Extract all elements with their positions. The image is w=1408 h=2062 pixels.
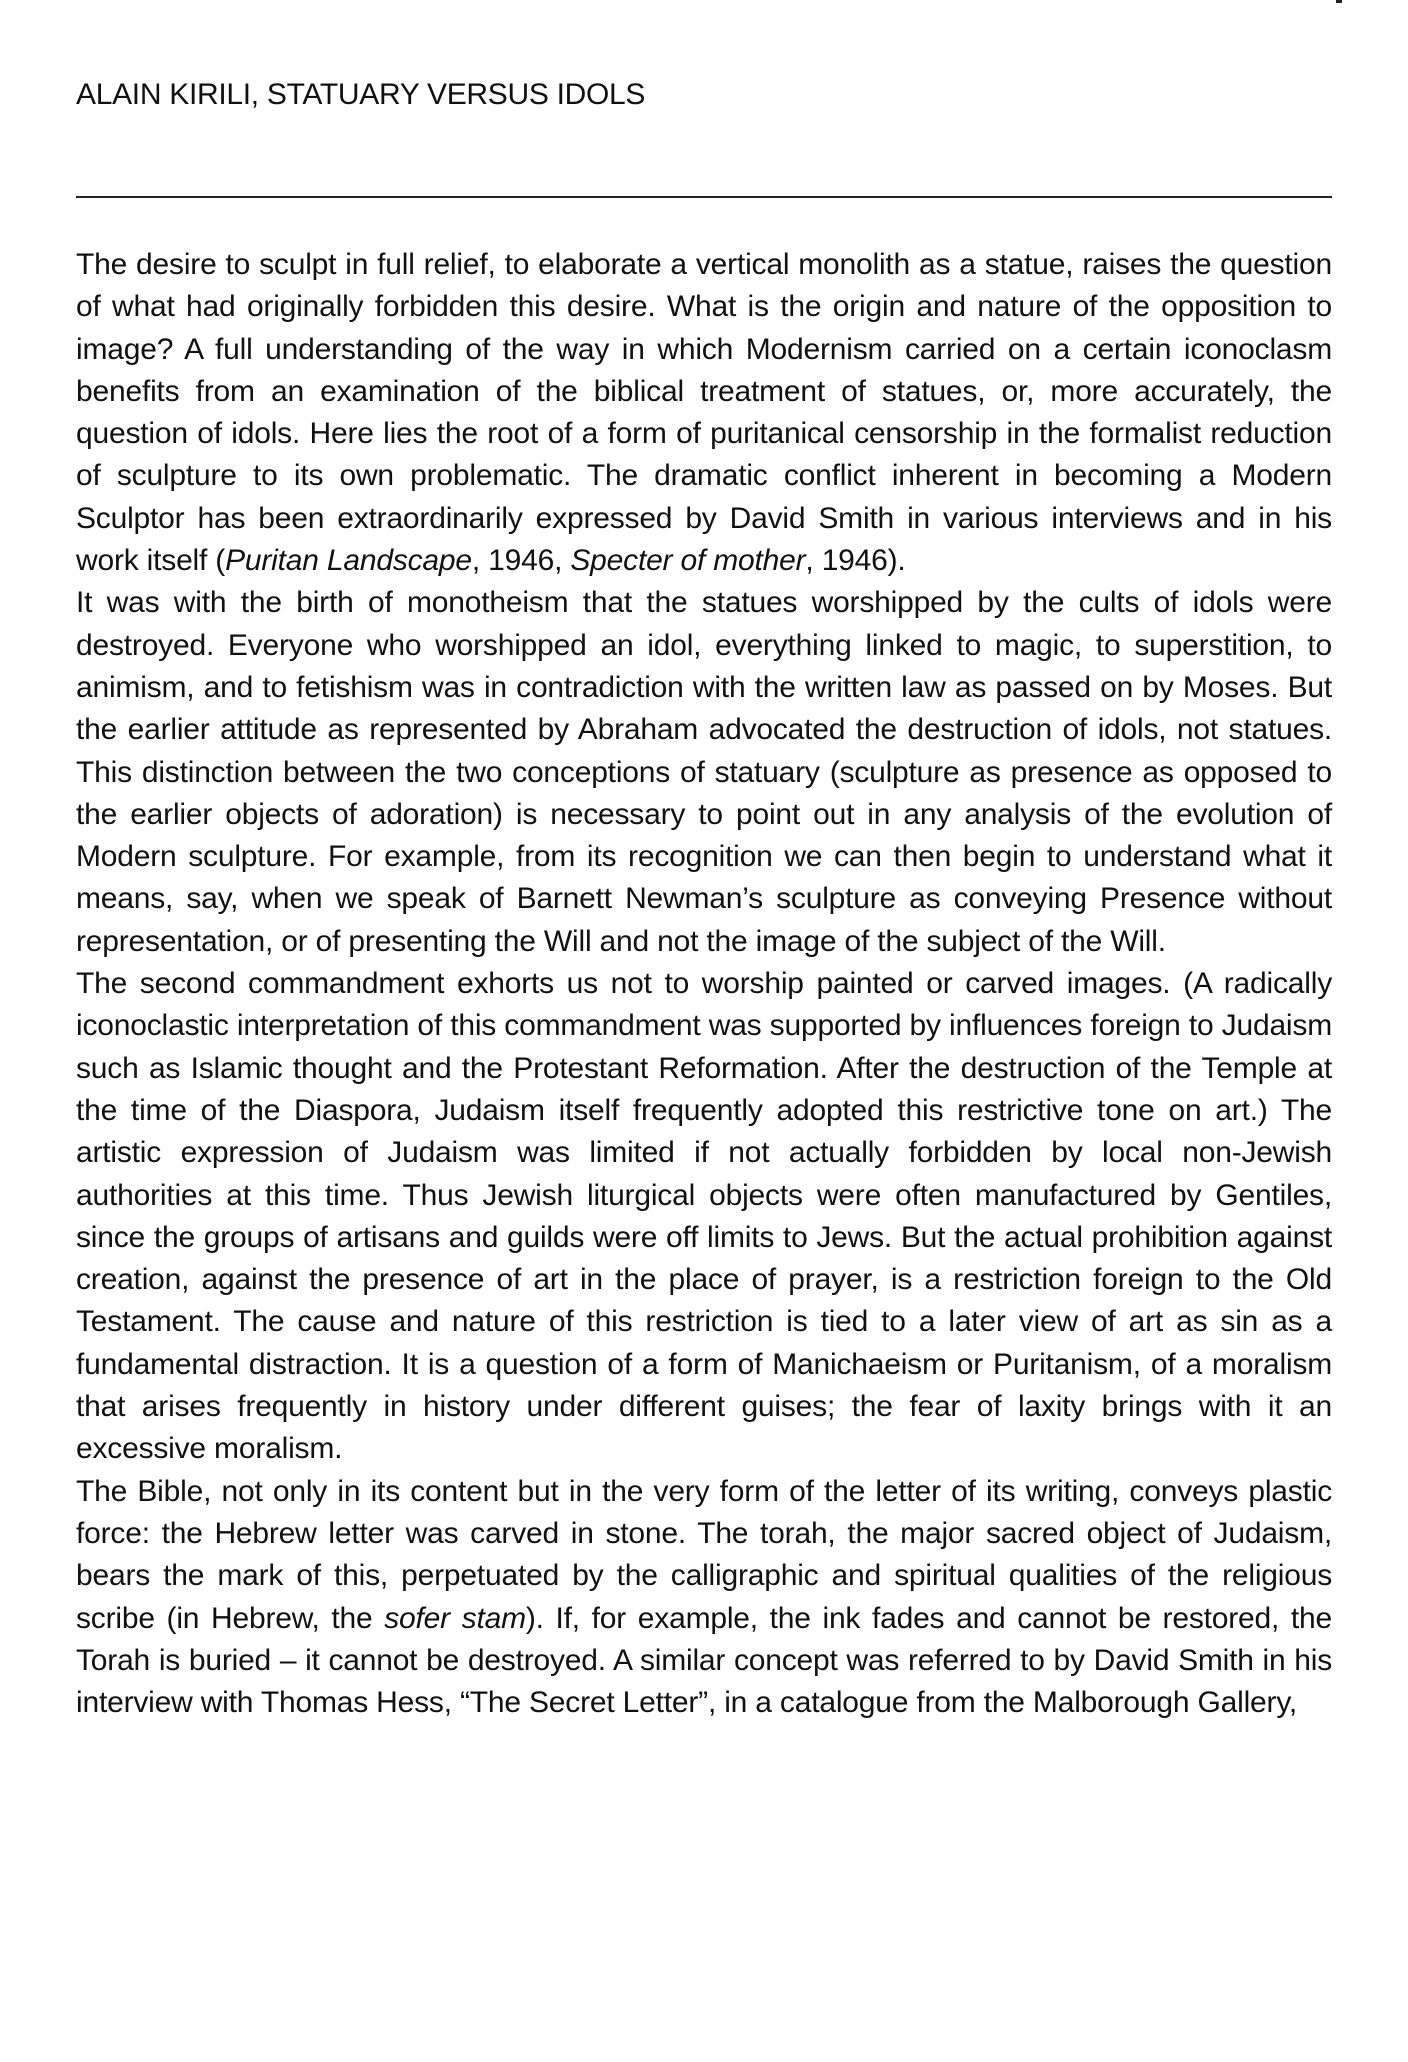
text-run: The Bible, not only in its content but in the very form of the letter of its writing, conveys plastic force: the Hebrew letter was carved in stone. The torah, the major sacred object of Judaism, bears the mark of this, perpetuated by the calligraphic and spiritual qualities of the religious scribe (in Hebrew, the bbox=[76, 1474, 1332, 1635]
italic-title: Specter of mother bbox=[570, 544, 806, 578]
text-run: ). If, for example, the ink fades and cannot be restored, the Torah is buried – it cannot be destroyed. A similar concept was referred to by David Smith in his interview with Thomas Hess, “The Secret Letter”, in a catalogue from the Malborough Gallery, bbox=[76, 1601, 1332, 1720]
running-header: ALAIN KIRILI, STATUARY VERSUS IDOLS bbox=[76, 78, 646, 111]
article-body bbox=[76, 244, 1332, 1724]
page-corner-mark bbox=[1336, 0, 1342, 3]
header-divider bbox=[76, 196, 1332, 198]
body-paragraph bbox=[76, 582, 1332, 963]
text-run: The second commandment exhorts us not to worship painted or carved images. (A radically iconoclastic interpretation of this commandment was supported by influences foreign to Judaism such as Islamic thought and the Protestant Reformation. After the destruction of the Temple at the time of the Diaspora, Judaism itself frequently adopted this restrictive tone on art.) The artistic expression of Judaism was limited if not actually forbidden by local non-Jewish authorities at this time. Thus Jewish liturgical objects were often manufactured by Gentiles, since the groups of artisans and guilds were off limits to Jews. But the actual prohibition against creation, against the presence of art in the place of prayer, is a restriction foreign to the Old Testament. The cause and nature of this restriction is tied to a later view of art as sin as a fundamental distraction. It is a question of a form of Manichaeism or Puritanism, of a moralism that arises frequently in history under different guises; the fear of laxity brings with it an excessive moralism. bbox=[76, 967, 1332, 1466]
italic-title: sofer stam bbox=[384, 1601, 526, 1635]
document-page bbox=[76, 0, 1332, 2062]
text-run: It was with the birth of monotheism that the statues worshipped by the cults of idols were destroyed. Everyone who worshipped an idol, everything linked to magic, to superstition, to animism, and to fetishism was in contradiction with the written law as passed on by Moses. But the earlier attitude as represented by Abraham advocated the destruction of idols, not statues. This distinction between the two conceptions of statuary (sculpture as presence as opposed to the earlier objects of adoration) is necessary to point out in any analysis of the evolution of Modern sculpture. For example, from its recognition we can then begin to understand what it means, say, when we speak of Barnett Newman’s sculpture as conveying Presence without representation, or of presenting the Will and not the image of the subject of the Will. bbox=[76, 586, 1332, 958]
text-run: , 1946, bbox=[471, 544, 571, 578]
italic-title: Puritan Landscape bbox=[225, 544, 472, 578]
body-paragraph bbox=[76, 1471, 1332, 1725]
text-run: , 1946). bbox=[805, 544, 906, 578]
body-paragraph bbox=[76, 244, 1332, 582]
body-paragraph bbox=[76, 963, 1332, 1471]
text-run: The desire to sculpt in full relief, to elaborate a vertical monolith as a statue, raises the question of what had originally forbidden this desire. What is the origin and nature of the opposition to image? A full understanding of the way in which Modernism carried on a certain iconoclasm benefits from an examination of the biblical treatment of statues, or, more accurately, the question of idols. Here lies the root of a form of puritanical censorship in the formalist reduction of sculpture to its own problematic. The dramatic conflict inherent in becoming a Modern Sculptor has been extraordinarily expressed by David Smith in various interviews and in his work itself ( bbox=[76, 248, 1332, 578]
